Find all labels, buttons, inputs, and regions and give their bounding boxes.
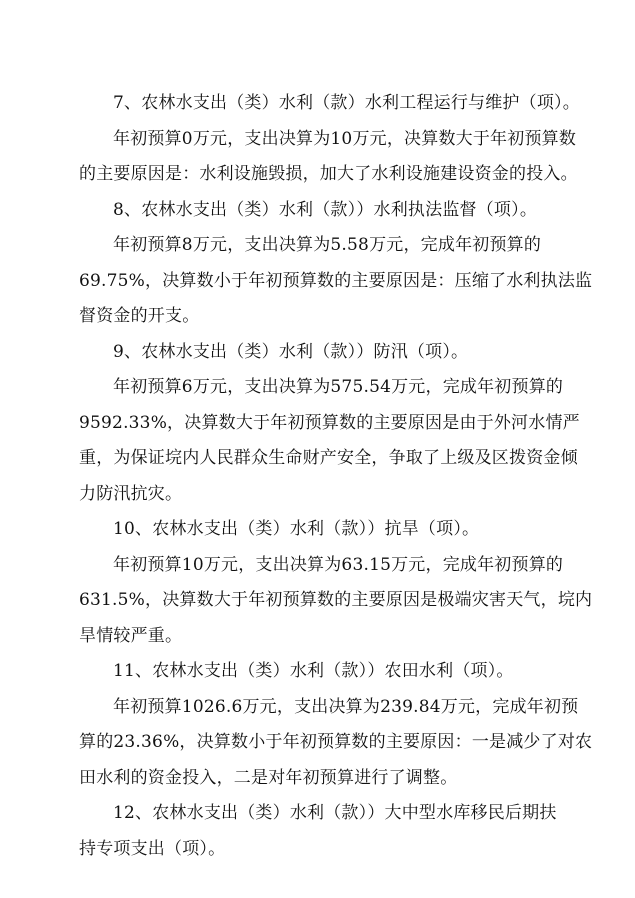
text-line: 督资金的开支。 <box>79 306 200 326</box>
text-line: 11、农林水支出（类）水利（款））农田水利（项）。 <box>113 661 514 681</box>
text-line: 重，为保证垸内人民群众生命财产安全，争取了上级及区拨资金倾 <box>79 448 578 468</box>
text-line: 持专项支出（项）。 <box>79 838 226 859</box>
text-line: 算的23.36%，决算数小于年初预算数的主要原因：一是减少了对农 <box>79 732 593 752</box>
text-line: 10、农林水支出（类）水利（款））抗旱（项）。 <box>113 519 480 539</box>
text-line: 8、农林水支出（类）水利（款））水利执法监督（项）。 <box>113 199 538 220</box>
text-line: 9、农林水支出（类）水利（款））防汛（项）。 <box>113 341 469 362</box>
text-line: 年初预算1026.6万元，支出决算为239.84万元，完成年初预 <box>113 696 579 717</box>
text-line: 的主要原因是：水利设施毁损，加大了水利设施建设资金的投入。 <box>79 164 578 184</box>
text-line: 年初预算0万元，支出决算为10万元，决算数大于年初预算数 <box>113 128 577 149</box>
text-line: 年初预算6万元，支出决算为575.54万元，完成年初预算的 <box>113 377 564 397</box>
document-body <box>79 86 593 867</box>
text-line: 年初预算10万元，支出决算为63.15万元，完成年初预算的 <box>113 554 564 575</box>
text-line: 旱情较严重。 <box>79 625 183 646</box>
text-line: 田水利的资金投入，二是对年初预算进行了调整。 <box>79 767 458 788</box>
text-line: 631.5%，决算数大于年初预算数的主要原因是极端灾害天气，垸内 <box>79 590 593 610</box>
text-line: 69.75%，决算数小于年初预算数的主要原因是：压缩了水利执法监 <box>79 270 593 291</box>
text-line: 12、农林水支出（类）水利（款））大中型水库移民后期扶 <box>113 803 557 823</box>
text-line: 9592.33%，决算数大于年初预算数的主要原因是由于外河水情严 <box>79 412 580 433</box>
text-line: 力防汛抗灾。 <box>79 483 183 504</box>
text-line: 年初预算8万元，支出决算为5.58万元，完成年初预算的 <box>113 235 542 255</box>
text-line: 7、农林水支出（类）水利（款）水利工程运行与维护（项）。 <box>113 93 580 113</box>
